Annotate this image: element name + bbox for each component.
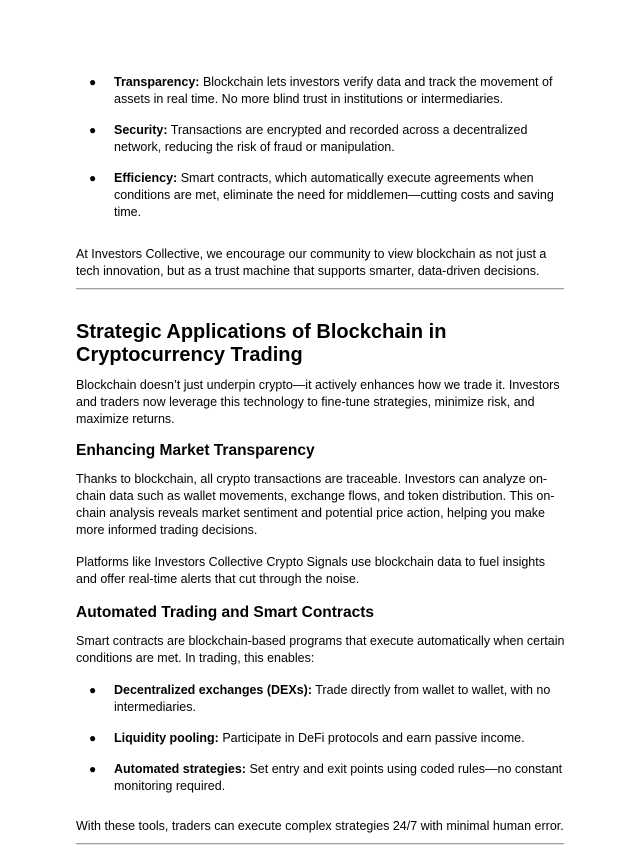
bullet-text: Set entry and exit points using coded rules—no constant monitoring required.	[114, 762, 563, 793]
transparency-paragraph-2: Platforms like Investors Collective Crypto Signals use blockchain data to fuel insights and offer real-time alerts that cut through the noise.	[76, 555, 545, 586]
bullet-text: Blockchain lets investors verify data and track the movement of assets in real time. No more blind trust in institutions or intermediaries.	[114, 75, 553, 106]
bullet-label: Security:	[114, 123, 168, 137]
bullet-icon: ●	[89, 75, 97, 89]
list-item	[76, 682, 566, 716]
bullet-icon: ●	[89, 731, 97, 745]
automated-paragraph: Smart contracts are blockchain-based programs that execute automatically when certain conditions are met. In trading, this enables:	[76, 634, 565, 665]
bullet-text: Trade directly from wallet to wallet, with no intermediaries.	[114, 683, 551, 714]
bullet-label: Automated strategies:	[114, 762, 246, 776]
section-heading: Strategic Applications of Blockchain in Cryptocurrency Trading	[76, 321, 447, 366]
bullet-label: Liquidity pooling:	[114, 731, 219, 745]
subheading-market-transparency: Enhancing Market Transparency	[76, 442, 315, 459]
bullet-text: Participate in DeFi protocols and earn passive income.	[218, 731, 525, 745]
bullet-label: Efficiency:	[114, 171, 178, 185]
document-content	[76, 74, 566, 845]
section-divider	[76, 288, 564, 290]
bullet-icon: ●	[89, 171, 97, 185]
section-paragraph: Blockchain doesn’t just underpin crypto—it actively enhances how we trade it. Investors and traders now leverage this technology to fine-tune strategies, minimize risk, and maximize returns.	[76, 378, 560, 426]
bullet-label: Transparency:	[114, 75, 200, 89]
bullet-icon: ●	[89, 762, 97, 776]
bullet-text: Smart contracts, which automatically execute agreements when conditions are met, eliminate the need for middlemen—cutting costs and saving time.	[114, 171, 554, 219]
bullet-icon: ●	[89, 683, 97, 697]
subheading-automated-trading: Automated Trading and Smart Contracts	[76, 604, 374, 621]
list-item	[76, 170, 566, 221]
transparency-paragraph-1: Thanks to blockchain, all crypto transactions are traceable. Investors can analyze on-chain data such as wallet movements, exchange flows, and token distribution. This on-chain analysis reveals market sentiment and potential price action, helping you make more informed trading decisions.	[76, 472, 555, 537]
bullet-text: Transactions are encrypted and recorded across a decentralized network, reducing the risk of fraud or manipulation.	[114, 123, 528, 154]
list-item	[76, 74, 566, 108]
intro-paragraph: At Investors Collective, we encourage our community to view blockchain as not just a tech innovation, but as a trust machine that supports smarter, data-driven decisions.	[76, 247, 547, 278]
bullet-label: Decentralized exchanges (DEXs):	[114, 683, 312, 697]
closing-paragraph: With these tools, traders can execute complex strategies 24/7 with minimal human error.	[76, 819, 564, 833]
list-item	[76, 122, 566, 156]
list-item	[76, 730, 566, 747]
bullet-icon: ●	[89, 123, 97, 137]
automated-bullet-list	[76, 682, 566, 795]
intro-bullet-list	[76, 74, 566, 221]
list-item	[76, 761, 566, 795]
